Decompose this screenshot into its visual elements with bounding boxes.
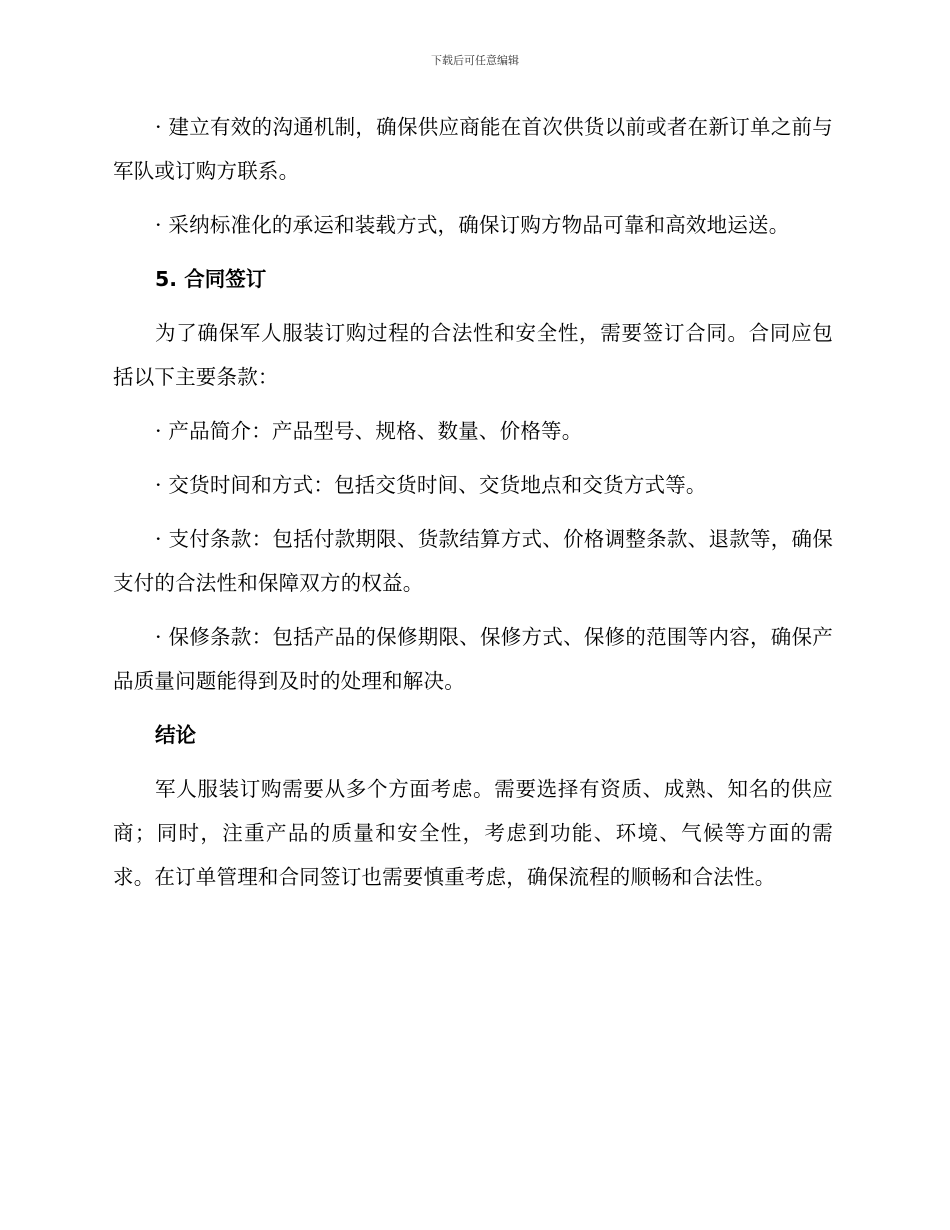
section-heading-contract-signing: 5. 合同签订 (155, 267, 267, 291)
bullet-delivery-terms: · 交货时间和方式：包括交货时间、交货地点和交货方式等。 (155, 473, 707, 497)
page-header: 下载后可任意编辑 (431, 54, 519, 67)
paragraph-conclusion: 军人服装订购需要从多个方面考虑。需要选择有资质、成熟、知名的供应商；同时，注重产品的质量和安全性，考虑到功能、环境、气候等方面的需求。在订单管理和合同签订也需要慎重考虑，确保流程的顺畅和合法性。 (113, 777, 833, 889)
bullet-payment-terms: · 支付条款：包括付款期限、货款结算方式、价格调整条款、退款等，确保支付的合法性和保障双方的权益。 (113, 527, 833, 595)
document-body (113, 105, 833, 909)
bullet-communication-mechanism: · 建立有效的沟通机制，确保供应商能在首次供货以前或者在新订单之前与军队或订购方联系。 (113, 115, 833, 183)
section-heading-conclusion: 结论 (155, 723, 196, 747)
paragraph-contract-intro: 为了确保军人服装订购过程的合法性和安全性，需要签订合同。合同应包括以下主要条款： (113, 321, 833, 389)
bullet-standardized-shipping: · 采纳标准化的承运和装载方式，确保订购方物品可靠和高效地运送。 (155, 213, 790, 237)
bullet-product-intro: · 产品简介：产品型号、规格、数量、价格等。 (155, 419, 583, 443)
bullet-warranty-terms: · 保修条款：包括产品的保修期限、保修方式、保修的范围等内容，确保产品质量问题能得到及时的处理和解决。 (113, 625, 833, 693)
